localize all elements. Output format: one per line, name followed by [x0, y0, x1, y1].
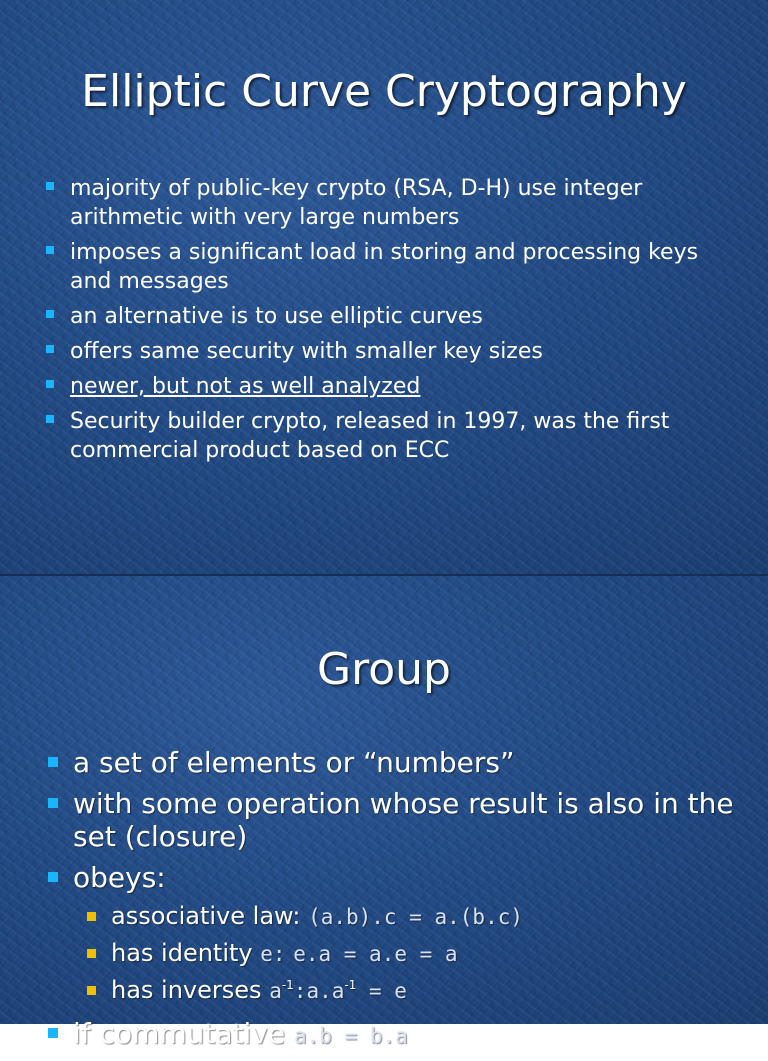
square-bullet-icon	[46, 310, 54, 318]
list-item	[44, 174, 744, 232]
formula-prefix: e:	[260, 942, 286, 966]
square-bullet-icon	[87, 949, 96, 958]
bullet-text: obeys:	[73, 861, 166, 894]
sub-bullet-label: associative law:	[111, 902, 301, 930]
superscript: -1	[281, 978, 294, 992]
list-item	[44, 337, 744, 366]
list-item	[44, 372, 744, 401]
square-bullet-icon	[46, 415, 54, 423]
square-bullet-icon	[46, 380, 54, 388]
bullet-text: offers same security with smaller key sizes	[70, 339, 543, 364]
bullet-list	[44, 174, 744, 471]
slide-group	[0, 576, 768, 1050]
square-bullet-icon	[48, 798, 58, 808]
sub-bullet-label: has inverses	[111, 976, 262, 1004]
list-item	[44, 787, 744, 853]
slide-title: Group	[317, 644, 451, 695]
sub-list-item	[81, 898, 744, 935]
formula: a.b = b.a	[293, 1024, 408, 1048]
bullet-text-underlined: newer, but not as well analyzed	[70, 374, 421, 399]
superscript: -1	[344, 978, 357, 992]
square-bullet-icon	[87, 986, 96, 995]
formula: e.a = a.e = a	[293, 942, 458, 966]
sub-list-item	[81, 935, 744, 972]
bullet-text: Security builder crypto, released in 1997, was the first commercial product based on ECC	[70, 409, 670, 463]
square-bullet-icon	[48, 1028, 58, 1038]
square-bullet-icon	[46, 182, 54, 190]
bullet-text: with some operation whose result is also in the set (closure)	[73, 787, 734, 853]
sub-bullet-list	[73, 898, 744, 1009]
bullet-text: imposes a significant load in storing and processing keys and messages	[70, 240, 699, 294]
square-bullet-icon	[48, 872, 58, 882]
square-bullet-icon	[46, 246, 54, 254]
formula-part: a	[269, 979, 282, 1003]
square-bullet-icon	[87, 912, 96, 921]
list-item	[44, 1017, 744, 1053]
bullet-text: a set of elements or “numbers”	[73, 746, 515, 779]
list-item	[44, 746, 744, 779]
bullet-text: if commutative	[73, 1017, 286, 1050]
sub-list-item	[81, 972, 744, 1009]
sub-bullet-label: has identity	[111, 939, 253, 967]
square-bullet-icon	[46, 345, 54, 353]
formula-part: :a.a	[293, 979, 345, 1003]
formula: (a.b).c = a.(b.c)	[308, 905, 523, 929]
slide-title: Elliptic Curve Cryptography	[81, 66, 687, 117]
bullet-text: an alternative is to use elliptic curves	[70, 304, 483, 329]
bullet-text: majority of public-key crypto (RSA, D-H) use integer arithmetic with very large numbers	[70, 176, 643, 230]
list-item	[44, 302, 744, 331]
list-item	[44, 407, 744, 465]
formula-part: = e	[356, 979, 407, 1003]
square-bullet-icon	[48, 757, 58, 767]
bullet-list	[44, 746, 744, 1061]
list-item	[44, 238, 744, 296]
list-item	[44, 861, 744, 1009]
